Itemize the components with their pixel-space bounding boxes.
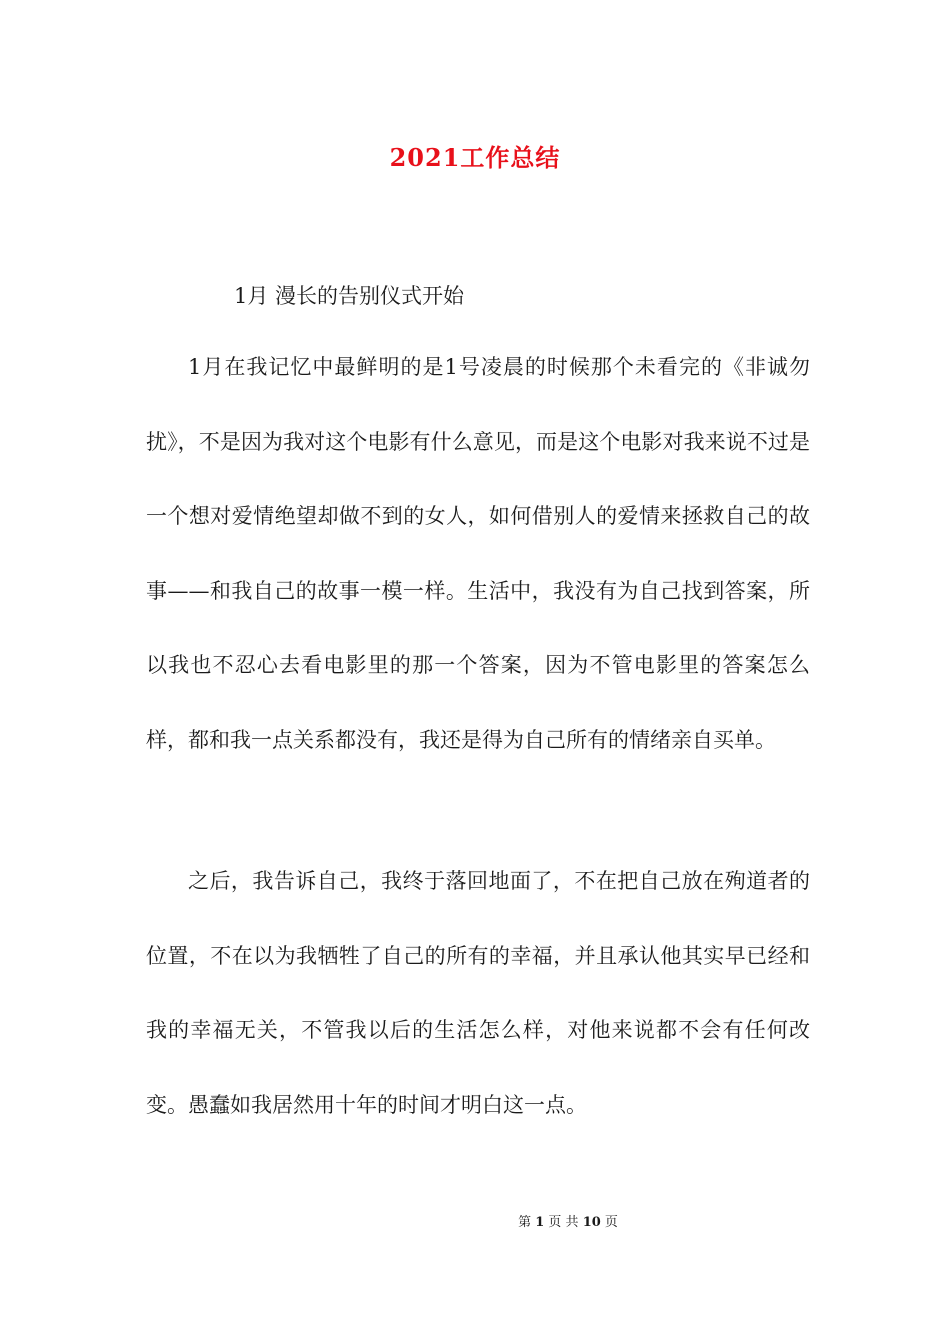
paragraph-2: 之后，我告诉自己，我终于落回地面了，不在把自己放在殉道者的位置，不在以为我牺牲了自己的所有的幸福，并且承认他其实早已经和我的幸福无关，不管我以后的生活怎么样，对他来说都不会有任何改变。愚蠢如我居然用十年的时间才明白这一点。	[146, 869, 810, 1117]
footer-prefix: 第	[518, 1215, 532, 1230]
page-footer	[0, 1211, 950, 1230]
footer-total-pages: 10	[582, 1215, 601, 1230]
paragraph-1: 1月在我记忆中最鲜明的是1号凌晨的时候那个未看完的《非诚勿扰》，不是因为我对这个电影有什么意见，而是这个电影对我来说不过是一个想对爱情绝望却做不到的女人，如何借别人的爱情来拯救自己的故事——和我自己的故事一模一样。生活中，我没有为自己找到答案，所以我也不忍心去看电影里的那一个答案，因为不管电影里的答案怎么样，都和我一点关系都没有，我还是得为自己所有的情绪亲自买单。	[146, 355, 810, 752]
footer-middle: 页 共	[548, 1215, 579, 1230]
document-title: 2021工作总结	[389, 143, 561, 172]
footer-suffix: 页	[604, 1215, 618, 1230]
footer-current-page: 1	[535, 1215, 545, 1230]
section-heading: 1月 漫长的告别仪式开始	[234, 284, 465, 308]
